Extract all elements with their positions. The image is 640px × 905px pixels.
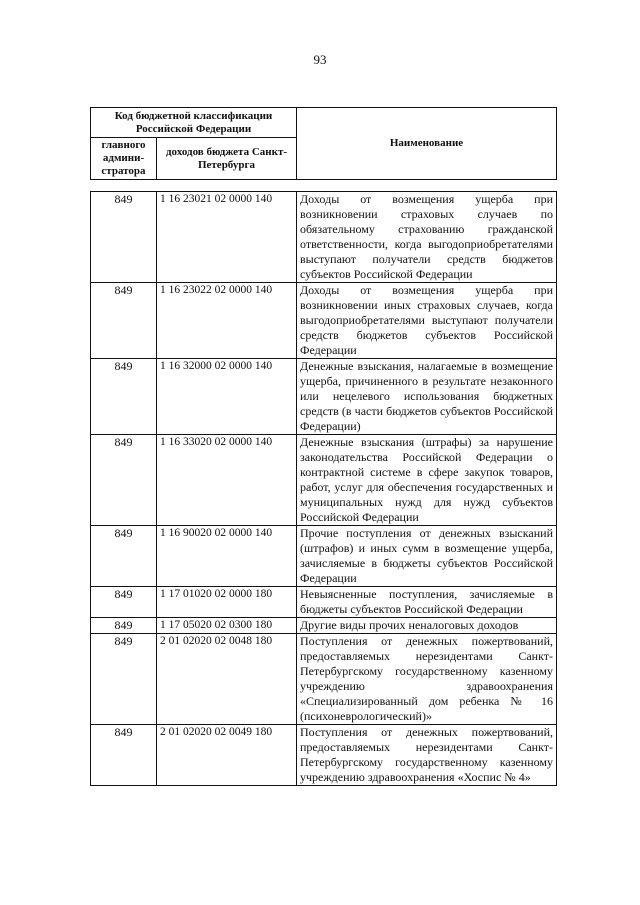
table-row xyxy=(91,526,557,587)
budget-code-cell: 1 16 32000 02 0000 140 xyxy=(157,359,297,435)
admin-cell: 849 xyxy=(91,725,157,786)
name-cell: Поступления от денежных пожертвований, предоставляемых нерезидентами Санкт-Петербургскому государственному казенному учреждению здравоохранения «Специализированный дом ребенка № 16 (психоневрологический)» xyxy=(297,634,557,725)
budget-code-cell: 2 01 02020 02 0048 180 xyxy=(157,634,297,725)
admin-cell: 849 xyxy=(91,192,157,283)
admin-cell: 849 xyxy=(91,618,157,634)
table-row xyxy=(91,359,557,435)
table-row xyxy=(91,618,557,634)
budget-code-cell: 2 01 02020 02 0049 180 xyxy=(157,725,297,786)
admin-cell: 849 xyxy=(91,526,157,587)
header-budget-code-group: Код бюджетной классификации Российской Федерации xyxy=(91,108,297,138)
name-cell: Доходы от возмещения ущерба при возникновении страховых случаев по обязательному страхованию гражданской ответственности, когда выгодоприобретателями выступают получатели средств бюджетов субъектов Российской Федерации xyxy=(297,192,557,283)
name-cell: Денежные взыскания (штрафы) за нарушение законодательства Российской Федерации о контрактной системе в сфере закупок товаров, работ, услуг для обеспечения государственных и муниципальных нужд для нужд субъектов Российской Федерации xyxy=(297,435,557,526)
name-cell: Невыясненные поступления, зачисляемые в бюджеты субъектов Российской Федерации xyxy=(297,587,557,618)
admin-cell: 849 xyxy=(91,587,157,618)
admin-cell: 849 xyxy=(91,283,157,359)
budget-code-cell: 1 17 05020 02 0300 180 xyxy=(157,618,297,634)
table-row xyxy=(91,435,557,526)
budget-code-cell: 1 16 23021 02 0000 140 xyxy=(157,192,297,283)
name-cell: Другие виды прочих неналоговых доходов xyxy=(297,618,557,634)
budget-codes-table xyxy=(90,191,557,786)
table-row xyxy=(91,725,557,786)
header-income: доходов бюджета Санкт-Петербурга xyxy=(157,138,297,180)
name-cell: Прочие поступления от денежных взысканий (штрафов) и иных сумм в возмещение ущерба, зачисляемые в бюджеты субъектов Российской Федерации xyxy=(297,526,557,587)
admin-cell: 849 xyxy=(91,634,157,725)
header-name: Наименование xyxy=(297,108,557,180)
name-cell: Денежные взыскания, налагаемые в возмещение ущерба, причиненного в результате незаконного или нецелевого использования бюджетных средств (в части бюджетов субъектов Российской Федерации) xyxy=(297,359,557,435)
admin-cell: 849 xyxy=(91,435,157,526)
budget-code-cell: 1 16 90020 02 0000 140 xyxy=(157,526,297,587)
table-row xyxy=(91,283,557,359)
budget-code-cell: 1 16 33020 02 0000 140 xyxy=(157,435,297,526)
table-row xyxy=(91,634,557,725)
admin-cell: 849 xyxy=(91,359,157,435)
table-header xyxy=(90,107,557,180)
name-cell: Поступления от денежных пожертвований, предоставляемых нерезидентами Санкт-Петербургскому государственному казенному учреждению здравоохранения «Хоспис № 4» xyxy=(297,725,557,786)
page-number: 93 xyxy=(313,52,327,67)
budget-code-cell: 1 17 01020 02 0000 180 xyxy=(157,587,297,618)
budget-code-cell: 1 16 23022 02 0000 140 xyxy=(157,283,297,359)
name-cell: Доходы от возмещения ущерба при возникновении иных страховых случаев, когда выгодоприобретателями выступают получатели средств бюджетов субъектов Российской Федерации xyxy=(297,283,557,359)
header-admin: главного админи-стратора xyxy=(91,138,157,180)
table-row xyxy=(91,192,557,283)
table-row xyxy=(91,587,557,618)
